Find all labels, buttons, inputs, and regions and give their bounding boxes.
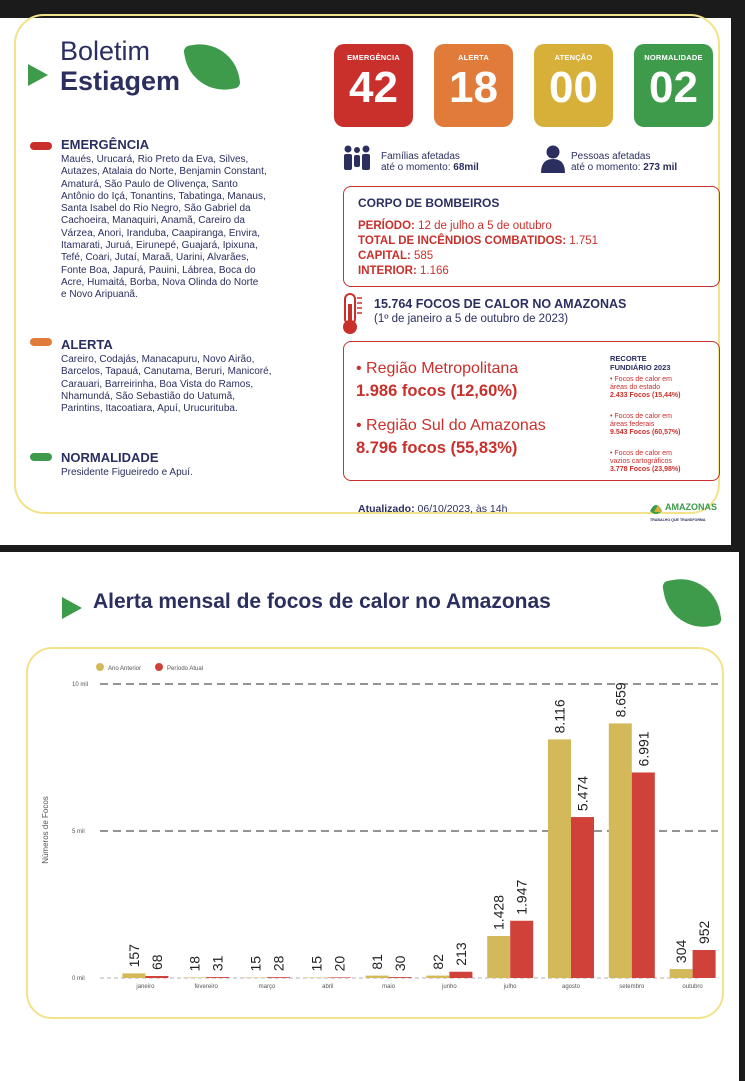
alerta-heading: ALERTA <box>61 337 113 352</box>
normalidade-list <box>61 467 193 479</box>
title-line-1: Boletim <box>60 36 151 66</box>
capital-label: CAPITAL: <box>358 250 411 262</box>
counter-value: 02 <box>649 63 698 112</box>
counter-atenção <box>534 44 613 127</box>
bar-chart <box>28 650 722 1010</box>
y-tick-label: 10 mil <box>72 682 89 688</box>
bar-período-atual <box>206 977 229 978</box>
data-label: 157 <box>125 944 142 968</box>
pessoas-stat <box>571 151 677 173</box>
bar-ano-anterior <box>487 936 510 978</box>
normalidade-marker <box>30 453 52 461</box>
x-tick-label: maio <box>382 984 396 990</box>
recorte-title <box>610 354 670 372</box>
region-name: • Região Metropolitana <box>356 360 519 377</box>
pessoas-prefix: até o momento: <box>571 162 641 173</box>
counter-label: NORMALIDADE <box>644 53 703 62</box>
pessoas-value: 273 mil <box>643 162 678 173</box>
bar-ano-anterior <box>609 723 632 978</box>
bar-período-atual <box>571 817 594 978</box>
municipality-line: Santa Isabel do Rio Negro, São Gabriel da <box>61 203 251 215</box>
counter-label: ATENÇÃO <box>554 53 593 62</box>
municipality-line: Acre, Humaitá, Borba, Nova Olinda do Norte <box>61 276 259 288</box>
data-label: 5.474 <box>574 776 591 812</box>
x-tick-label: janeiro <box>136 984 155 990</box>
region-metropolitana <box>356 360 518 401</box>
recorte-line: áreas do estado <box>610 384 661 391</box>
bar-ano-anterior <box>122 973 145 978</box>
recorte-title-1: RECORTE <box>610 354 647 363</box>
region-sul <box>356 417 546 458</box>
focos-title: 15.764 FOCOS DE CALOR NO AMAZONAS <box>374 297 627 311</box>
periodo-label: PERÍODO: <box>358 220 415 232</box>
bar-ano-anterior <box>548 739 571 978</box>
region-value: 8.796 focos (55,83%) <box>356 439 518 457</box>
x-tick-label: junho <box>442 984 457 990</box>
familias-label: Famílias afetadas <box>381 151 460 162</box>
recorte-item <box>610 413 680 437</box>
data-label: 68 <box>148 954 165 971</box>
bar-período-atual <box>389 977 412 978</box>
thermometer-icon <box>340 292 366 336</box>
data-label: 30 <box>392 955 409 972</box>
x-tick-label: março <box>258 984 276 990</box>
legend-label: Período Atual <box>167 666 204 672</box>
familias-value: 68mil <box>453 162 479 173</box>
data-label: 1.947 <box>513 879 530 915</box>
recorte-item <box>610 376 680 400</box>
y-tick-label: 5 mil <box>72 829 85 835</box>
capital-line <box>358 249 433 263</box>
interior-value: 1.166 <box>419 265 449 277</box>
municipality-line: Maués, Urucará, Rio Preto da Eva, Silves, <box>61 154 249 165</box>
updated-label: Atualizado: <box>358 503 415 515</box>
recorte-line: • Focos de calor em <box>610 376 672 383</box>
amazonas-logo <box>648 497 717 523</box>
municipality-line: Parintins, Itacoatiara, Apuí, Urucurituba. <box>61 403 238 415</box>
total-label: TOTAL DE INCÊNDIOS COMBATIDOS: <box>358 235 567 247</box>
data-label: 1.428 <box>490 894 507 931</box>
x-tick-label: outubro <box>682 984 703 990</box>
data-label: 8.116 <box>551 699 568 734</box>
bar-período-atual <box>449 972 472 978</box>
logo-subtext: TRABALHO QUE TRANSFORMA <box>650 518 706 522</box>
counter-value: 00 <box>549 63 598 112</box>
bar-período-atual <box>632 772 655 978</box>
counter-alerta <box>434 44 513 127</box>
emergencia-heading: EMERGÊNCIA <box>61 137 150 152</box>
total-value: 1.751 <box>569 235 599 247</box>
bar-período-atual <box>145 976 168 978</box>
counter-label: ALERTA <box>457 53 490 62</box>
recorte-line: vazios cartográficos <box>610 458 672 465</box>
municipality-line: Carauari, Barreirinha, Boa Vista do Ramos, <box>61 378 254 390</box>
x-tick-label: abril <box>322 984 334 990</box>
x-tick-label: agosto <box>561 984 581 990</box>
counter-label: EMERGÊNCIA <box>347 53 400 62</box>
bombeiros-title: CORPO DE BOMBEIROS <box>358 196 500 210</box>
recorte-line: áreas federais <box>610 421 655 428</box>
updated-line <box>358 503 507 515</box>
data-label: 8.659 <box>612 682 629 718</box>
legend-marker <box>96 663 104 671</box>
municipality-line: e Novo Aripuanã. <box>61 289 138 301</box>
counter-value: 18 <box>449 63 498 112</box>
periodo-value: 12 de julho a 5 de outubro <box>418 220 552 232</box>
play-arrow-icon <box>28 64 48 86</box>
municipality-line: Presidente Figueiredo e Apuí. <box>61 467 193 478</box>
data-label: 20 <box>331 955 348 972</box>
chart-title: Alerta mensal de focos de calor no Amazonas <box>93 590 551 613</box>
logo-text: AMAZONAS <box>665 502 717 512</box>
recorte-value: 3.778 Focos (23,98%) <box>610 466 681 473</box>
data-label: 15 <box>247 955 264 972</box>
data-label: 82 <box>429 954 446 970</box>
updated-value: 06/10/2023, às 14h <box>417 503 508 515</box>
bar-ano-anterior <box>670 969 693 978</box>
recorte-item <box>610 450 680 474</box>
legend-marker <box>155 663 163 671</box>
focos-subtitle: (1º de janeiro a 5 de outubro de 2023) <box>374 313 569 325</box>
data-label: 6.991 <box>635 731 652 767</box>
municipality-line: Autazes, Atalaia do Norte, Benjamin Constant, <box>61 166 267 178</box>
normalidade-heading: NORMALIDADE <box>61 450 159 465</box>
emergencia-marker <box>30 142 52 150</box>
bar-período-atual <box>328 977 351 978</box>
recorte-line: • Focos de calor em <box>610 413 672 420</box>
bar-ano-anterior <box>366 976 389 978</box>
y-axis-label: Números de Focos <box>41 796 50 864</box>
play-arrow-icon <box>62 597 82 619</box>
counter-normalidade <box>634 44 713 127</box>
bar-período-atual <box>693 950 716 978</box>
region-name: • Região Sul do Amazonas <box>356 417 546 434</box>
bar-ano-anterior <box>183 977 206 978</box>
x-tick-label: julho <box>503 984 517 990</box>
family-icon <box>342 145 372 171</box>
title-line-2: Estiagem <box>60 66 181 96</box>
x-tick-label: setembro <box>619 984 645 990</box>
bar-período-atual <box>510 921 533 978</box>
recorte-value: 9.543 Focos (60,57%) <box>610 429 681 436</box>
periodo-line <box>358 219 552 233</box>
data-label: 213 <box>452 942 469 966</box>
data-label: 952 <box>696 920 713 945</box>
bar-período-atual <box>267 977 290 978</box>
data-label: 15 <box>308 955 325 972</box>
emergencia-list <box>61 154 267 302</box>
capital-value: 585 <box>414 250 434 262</box>
counter-emergência <box>334 44 413 127</box>
counter-value: 42 <box>349 63 398 112</box>
municipality-line: Cachoeira, Manaquiri, Anamã, Careiro da <box>61 215 245 227</box>
municipality-line: Amaturá, São Paulo de Olivença, Santo <box>61 178 238 190</box>
alerta-marker <box>30 338 52 346</box>
recorte-line: • Focos de calor em <box>610 450 672 457</box>
bulletin-title <box>60 36 180 96</box>
alerta-list <box>61 354 271 415</box>
recorte-title-2: FUNDIÁRIO 2023 <box>610 363 671 372</box>
x-tick-label: fevereiro <box>194 984 218 990</box>
municipality-line: Itamarati, Juruá, Eirunepé, Guajará, Ipixuna, <box>61 240 258 252</box>
municipality-line: Várzea, Anori, Iranduba, Caapiranga, Envira, <box>61 227 261 239</box>
legend-label: Ano Anterior <box>108 666 142 672</box>
data-label: 81 <box>369 954 386 970</box>
municipality-line: Tefé, Coari, Jutaí, Maraã, Uarini, Alvarães, <box>61 252 249 264</box>
familias-stat <box>381 151 479 173</box>
recorte-value: 2.433 Focos (15,44%) <box>610 392 681 399</box>
municipality-line: Antônio do Içá, Tonantins, Tabatinga, Manaus, <box>61 190 266 202</box>
municipality-line: Careiro, Codajás, Manacapuru, Novo Airão, <box>61 354 255 365</box>
municipality-line: Nhamundá, São Sebastião do Uatumã, <box>61 390 235 402</box>
data-label: 304 <box>673 939 690 964</box>
municipality-line: Fonte Boa, Japurá, Pauini, Lábrea, Boca do <box>61 264 256 276</box>
pessoas-label: Pessoas afetadas <box>571 151 651 162</box>
data-label: 18 <box>186 955 203 972</box>
bar-ano-anterior <box>426 976 449 978</box>
y-tick-label: 0 mil <box>72 976 85 982</box>
data-label: 31 <box>209 955 226 972</box>
total-line <box>358 234 598 248</box>
region-value: 1.986 focos (12,60%) <box>356 382 518 400</box>
interior-line <box>358 264 449 278</box>
person-icon <box>540 145 566 173</box>
interior-label: INTERIOR: <box>358 265 417 277</box>
familias-prefix: até o momento: <box>381 162 451 173</box>
municipality-line: Barcelos, Tapauá, Canutama, Beruri, Manicoré, <box>61 366 272 378</box>
data-label: 28 <box>270 955 287 972</box>
